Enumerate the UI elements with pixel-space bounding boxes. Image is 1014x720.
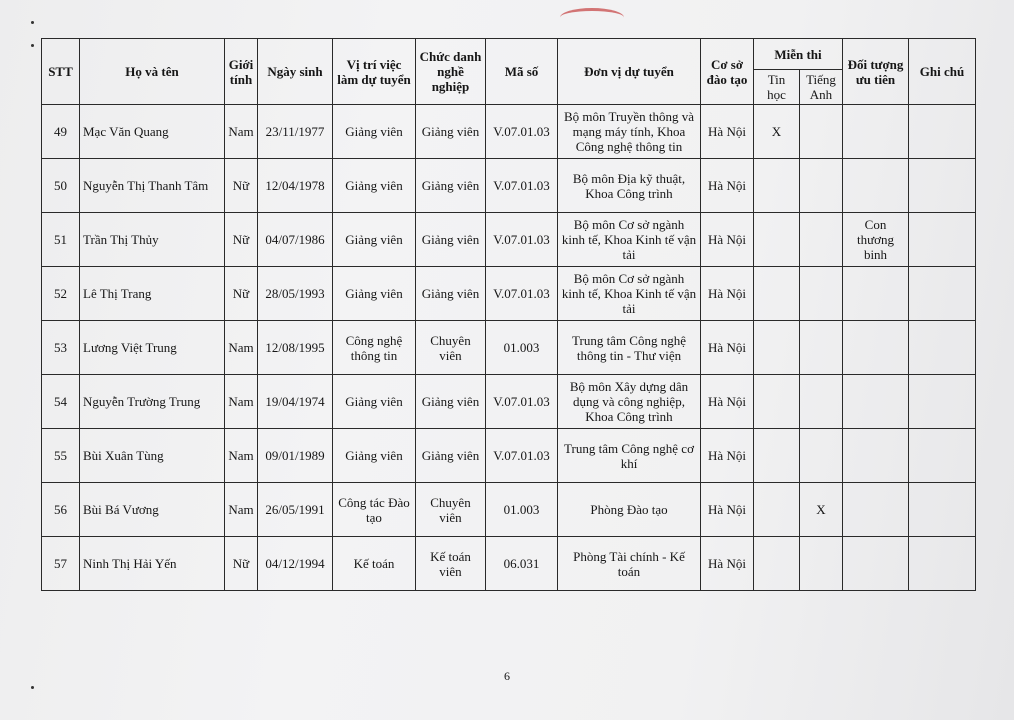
row-position: Công nghệ thông tin xyxy=(333,321,416,375)
row-priority xyxy=(843,483,909,537)
row-stt: 53 xyxy=(42,321,80,375)
header-priority: Đối tượng ưu tiên xyxy=(843,39,909,105)
row-exempt-it xyxy=(754,159,800,213)
row-campus: Hà Nội xyxy=(701,105,754,159)
row-dob: 09/01/1989 xyxy=(258,429,333,483)
table-row xyxy=(42,213,976,267)
row-gender: Nữ xyxy=(225,213,258,267)
row-exempt-en xyxy=(800,537,843,591)
row-exempt-en: X xyxy=(800,483,843,537)
row-priority xyxy=(843,537,909,591)
row-note xyxy=(909,267,976,321)
row-stt: 55 xyxy=(42,429,80,483)
row-exempt-en xyxy=(800,105,843,159)
row-campus: Hà Nội xyxy=(701,159,754,213)
row-name: Ninh Thị Hải Yến xyxy=(80,537,225,591)
margin-dot xyxy=(31,686,34,689)
row-exempt-it xyxy=(754,483,800,537)
row-name: Trần Thị Thủy xyxy=(80,213,225,267)
row-campus: Hà Nội xyxy=(701,483,754,537)
row-title: Giảng viên xyxy=(416,375,486,429)
row-title: Giảng viên xyxy=(416,429,486,483)
table-row xyxy=(42,375,976,429)
row-exempt-en xyxy=(800,159,843,213)
row-unit: Trung tâm Công nghệ thông tin - Thư viện xyxy=(558,321,701,375)
row-code: 06.031 xyxy=(486,537,558,591)
row-exempt-it: X xyxy=(754,105,800,159)
table-row xyxy=(42,537,976,591)
row-note xyxy=(909,321,976,375)
row-code: V.07.01.03 xyxy=(486,267,558,321)
row-dob: 19/04/1974 xyxy=(258,375,333,429)
row-position: Giảng viên xyxy=(333,105,416,159)
row-title: Giảng viên xyxy=(416,267,486,321)
row-stt: 56 xyxy=(42,483,80,537)
header-stt: STT xyxy=(42,39,80,105)
table-row xyxy=(42,483,976,537)
row-campus: Hà Nội xyxy=(701,429,754,483)
row-position: Giảng viên xyxy=(333,375,416,429)
row-unit: Bộ môn Xây dựng dân dụng và công nghiệp, Khoa Công trình xyxy=(558,375,701,429)
row-exempt-it xyxy=(754,213,800,267)
row-stt: 57 xyxy=(42,537,80,591)
row-position: Công tác Đào tạo xyxy=(333,483,416,537)
row-dob: 23/11/1977 xyxy=(258,105,333,159)
row-dob: 26/05/1991 xyxy=(258,483,333,537)
row-campus: Hà Nội xyxy=(701,375,754,429)
row-name: Nguyễn Thị Thanh Tâm xyxy=(80,159,225,213)
header-gender: Giới tính xyxy=(225,39,258,105)
row-dob: 28/05/1993 xyxy=(258,267,333,321)
row-exempt-it xyxy=(754,429,800,483)
row-note xyxy=(909,159,976,213)
row-note xyxy=(909,375,976,429)
header-exempt: Miễn thi xyxy=(754,39,843,70)
row-stt: 51 xyxy=(42,213,80,267)
row-unit: Bộ môn Cơ sở ngành kinh tế, Khoa Kinh tế vận tải xyxy=(558,267,701,321)
row-gender: Nữ xyxy=(225,159,258,213)
row-position: Kế toán xyxy=(333,537,416,591)
row-priority: Con thương binh xyxy=(843,213,909,267)
row-priority xyxy=(843,159,909,213)
red-stamp-mark xyxy=(560,8,624,27)
row-unit: Bộ môn Cơ sở ngành kinh tế, Khoa Kinh tế vận tải xyxy=(558,213,701,267)
row-note xyxy=(909,105,976,159)
row-unit: Phòng Đào tạo xyxy=(558,483,701,537)
row-position: Giảng viên xyxy=(333,159,416,213)
row-exempt-it xyxy=(754,267,800,321)
header-title: Chức danh nghề nghiệp xyxy=(416,39,486,105)
row-exempt-it xyxy=(754,321,800,375)
row-gender: Nữ xyxy=(225,537,258,591)
row-priority xyxy=(843,375,909,429)
row-stt: 52 xyxy=(42,267,80,321)
header-exempt-it: Tin học xyxy=(754,70,800,105)
row-exempt-en xyxy=(800,213,843,267)
row-unit: Bộ môn Địa kỹ thuật, Khoa Công trình xyxy=(558,159,701,213)
candidate-table xyxy=(41,38,976,591)
row-note xyxy=(909,537,976,591)
row-exempt-en xyxy=(800,267,843,321)
table-row xyxy=(42,159,976,213)
row-gender: Nam xyxy=(225,483,258,537)
row-code: V.07.01.03 xyxy=(486,213,558,267)
row-code: 01.003 xyxy=(486,483,558,537)
row-code: V.07.01.03 xyxy=(486,105,558,159)
header-position: Vị trí việc làm dự tuyển xyxy=(333,39,416,105)
row-note xyxy=(909,213,976,267)
row-note xyxy=(909,483,976,537)
row-position: Giảng viên xyxy=(333,213,416,267)
page-number: 6 xyxy=(504,669,510,683)
table-row xyxy=(42,267,976,321)
row-exempt-it xyxy=(754,537,800,591)
table-row xyxy=(42,321,976,375)
row-title: Giảng viên xyxy=(416,213,486,267)
row-title: Kế toán viên xyxy=(416,537,486,591)
row-title: Giảng viên xyxy=(416,105,486,159)
row-name: Bùi Xuân Tùng xyxy=(80,429,225,483)
row-priority xyxy=(843,267,909,321)
margin-dot xyxy=(31,44,34,47)
row-title: Giảng viên xyxy=(416,159,486,213)
row-position: Giảng viên xyxy=(333,267,416,321)
row-title: Chuyên viên xyxy=(416,321,486,375)
row-campus: Hà Nội xyxy=(701,537,754,591)
row-unit: Phòng Tài chính - Kế toán xyxy=(558,537,701,591)
row-name: Mạc Văn Quang xyxy=(80,105,225,159)
row-code: 01.003 xyxy=(486,321,558,375)
table-row xyxy=(42,429,976,483)
header-unit: Đơn vị dự tuyển xyxy=(558,39,701,105)
row-gender: Nam xyxy=(225,375,258,429)
row-stt: 50 xyxy=(42,159,80,213)
header-campus: Cơ sở đào tạo xyxy=(701,39,754,105)
row-campus: Hà Nội xyxy=(701,267,754,321)
row-priority xyxy=(843,321,909,375)
row-dob: 04/12/1994 xyxy=(258,537,333,591)
row-code: V.07.01.03 xyxy=(486,429,558,483)
header-code: Mã số xyxy=(486,39,558,105)
row-unit: Trung tâm Công nghệ cơ khí xyxy=(558,429,701,483)
row-note xyxy=(909,429,976,483)
row-exempt-en xyxy=(800,375,843,429)
row-exempt-en xyxy=(800,429,843,483)
row-dob: 12/04/1978 xyxy=(258,159,333,213)
row-unit: Bộ môn Truyền thông và mạng máy tính, Khoa Công nghệ thông tin xyxy=(558,105,701,159)
row-title: Chuyên viên xyxy=(416,483,486,537)
row-name: Nguyễn Trường Trung xyxy=(80,375,225,429)
row-code: V.07.01.03 xyxy=(486,159,558,213)
header-note: Ghi chú xyxy=(909,39,976,105)
row-campus: Hà Nội xyxy=(701,321,754,375)
row-gender: Nam xyxy=(225,429,258,483)
row-priority xyxy=(843,429,909,483)
header-exempt-en: Tiếng Anh xyxy=(800,70,843,105)
row-campus: Hà Nội xyxy=(701,213,754,267)
row-name: Bùi Bá Vương xyxy=(80,483,225,537)
row-name: Lương Việt Trung xyxy=(80,321,225,375)
row-dob: 04/07/1986 xyxy=(258,213,333,267)
row-code: V.07.01.03 xyxy=(486,375,558,429)
row-exempt-it xyxy=(754,375,800,429)
margin-dot xyxy=(31,21,34,24)
row-position: Giảng viên xyxy=(333,429,416,483)
row-gender: Nam xyxy=(225,321,258,375)
header-dob: Ngày sinh xyxy=(258,39,333,105)
row-stt: 54 xyxy=(42,375,80,429)
row-stt: 49 xyxy=(42,105,80,159)
row-gender: Nữ xyxy=(225,267,258,321)
row-dob: 12/08/1995 xyxy=(258,321,333,375)
table-row xyxy=(42,105,976,159)
row-priority xyxy=(843,105,909,159)
row-name: Lê Thị Trang xyxy=(80,267,225,321)
row-gender: Nam xyxy=(225,105,258,159)
header-name: Họ và tên xyxy=(80,39,225,105)
row-exempt-en xyxy=(800,321,843,375)
